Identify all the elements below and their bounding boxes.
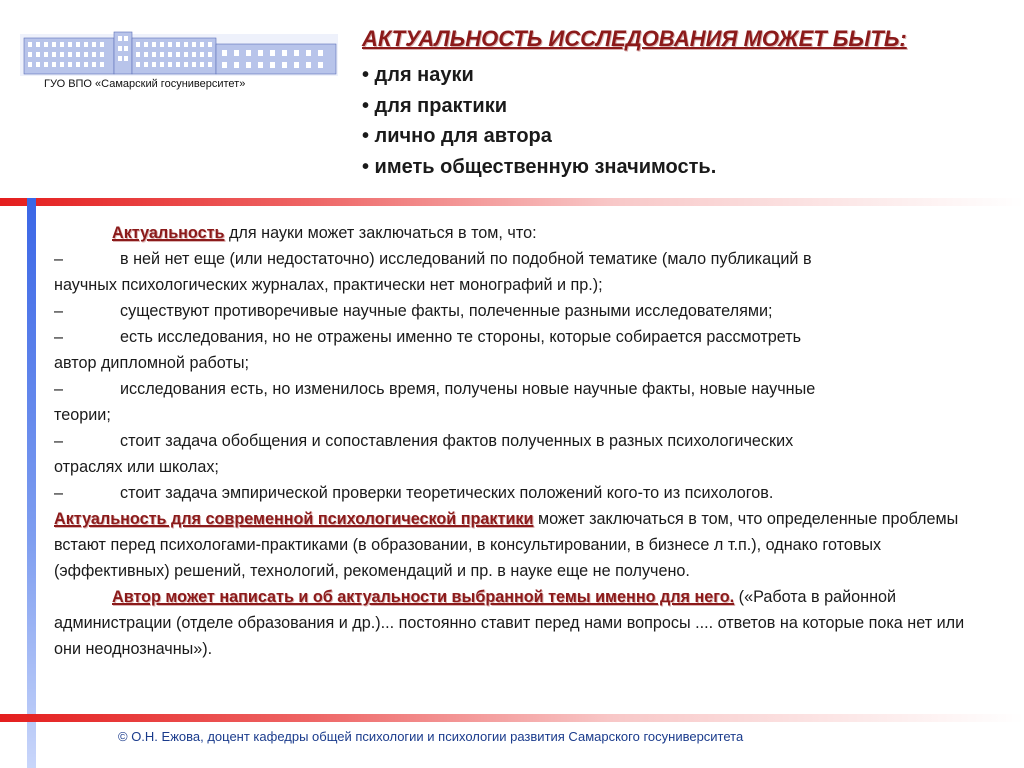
highlight-relevance: Актуальность xyxy=(112,224,225,242)
list-item-continuation: научных психологических журналах, практически нет монографий и пр.); xyxy=(54,276,603,294)
list-item xyxy=(54,246,989,272)
body-text xyxy=(54,220,989,662)
top-divider-bar xyxy=(0,198,1024,206)
slide-title: АКТУАЛЬНОСТЬ ИССЛЕДОВАНИЯ МОЖЕТ БЫТЬ: xyxy=(362,26,907,51)
list-item xyxy=(54,324,989,350)
bullet-item: • иметь общественную значимость. xyxy=(362,155,717,178)
highlight-author: Автор может написать и об актуальности выбранной темы именно для него. xyxy=(112,588,735,606)
university-building-logo xyxy=(20,28,338,76)
bottom-divider-bar xyxy=(0,714,1024,722)
highlight-practice: Актуальность для современной психологической практики xyxy=(54,510,534,528)
dash-marker: – xyxy=(54,302,64,320)
list-item xyxy=(54,428,989,454)
left-accent-bar xyxy=(27,198,36,768)
relevance-bullet-list xyxy=(362,60,716,182)
paragraph-author xyxy=(54,584,989,662)
dash-marker: – xyxy=(54,380,64,398)
list-item-text: стоит задача обобщения и сопоставления фактов полученных в разных психологических xyxy=(120,432,794,450)
list-item-text: исследования есть, но изменилось время, получены новые научные факты, новые научные xyxy=(120,380,816,398)
dash-marker: – xyxy=(54,432,64,450)
footer-copyright: © О.Н. Ежова, доцент кафедры общей психологии и психологии развития Самарского госуниверситета xyxy=(118,729,744,744)
list-item xyxy=(54,376,989,402)
university-caption: ГУО ВПО «Самарский госуниверситет» xyxy=(44,78,246,90)
list-item-continuation: теории; xyxy=(54,406,111,424)
bullet-item: • лично для автора xyxy=(362,125,552,147)
list-item xyxy=(54,298,989,324)
dash-marker: – xyxy=(54,328,64,346)
paragraph-text: («Работа в районной администрации (отделе образования и др.)... постоянно ставит перед нами вопросы .... ответов на которые пока нет или они неоднозначны»). xyxy=(54,588,965,658)
dash-marker: – xyxy=(54,484,64,502)
list-item-continuation: автор дипломной работы; xyxy=(54,354,249,372)
list-item-continuation: отраслях или школах; xyxy=(54,458,219,476)
paragraph-practice xyxy=(54,506,989,584)
paragraph-text: для науки может заключаться в том, что: xyxy=(224,224,537,242)
list-item-text: стоит задача эмпирической проверки теоретических положений кого-то из психологов. xyxy=(120,484,774,502)
list-item-text: в ней нет еще (или недостаточно) исследований по подобной тематике (мало публикаций в xyxy=(120,250,812,268)
bullet-item: • для практики xyxy=(362,94,508,117)
list-item-text: существуют противоречивые научные факты, полеченные разными исследователями; xyxy=(120,302,773,320)
dash-marker: – xyxy=(54,250,64,268)
paragraph-science xyxy=(54,220,989,246)
bullet-item: • для науки xyxy=(362,64,474,86)
list-item xyxy=(54,480,989,506)
list-item-text: есть исследования, но не отражены именно те стороны, которые собирается рассмотреть xyxy=(120,328,802,346)
paragraph-text: может заключаться в том, что определенные проблемы встают перед психологами-практиками (в образовании, в консультировании, в бизнесе л т.п.), однако готовых (эффективных) решений, технологий, рекомендаций и пр. в науке еще не получено. xyxy=(54,510,959,580)
